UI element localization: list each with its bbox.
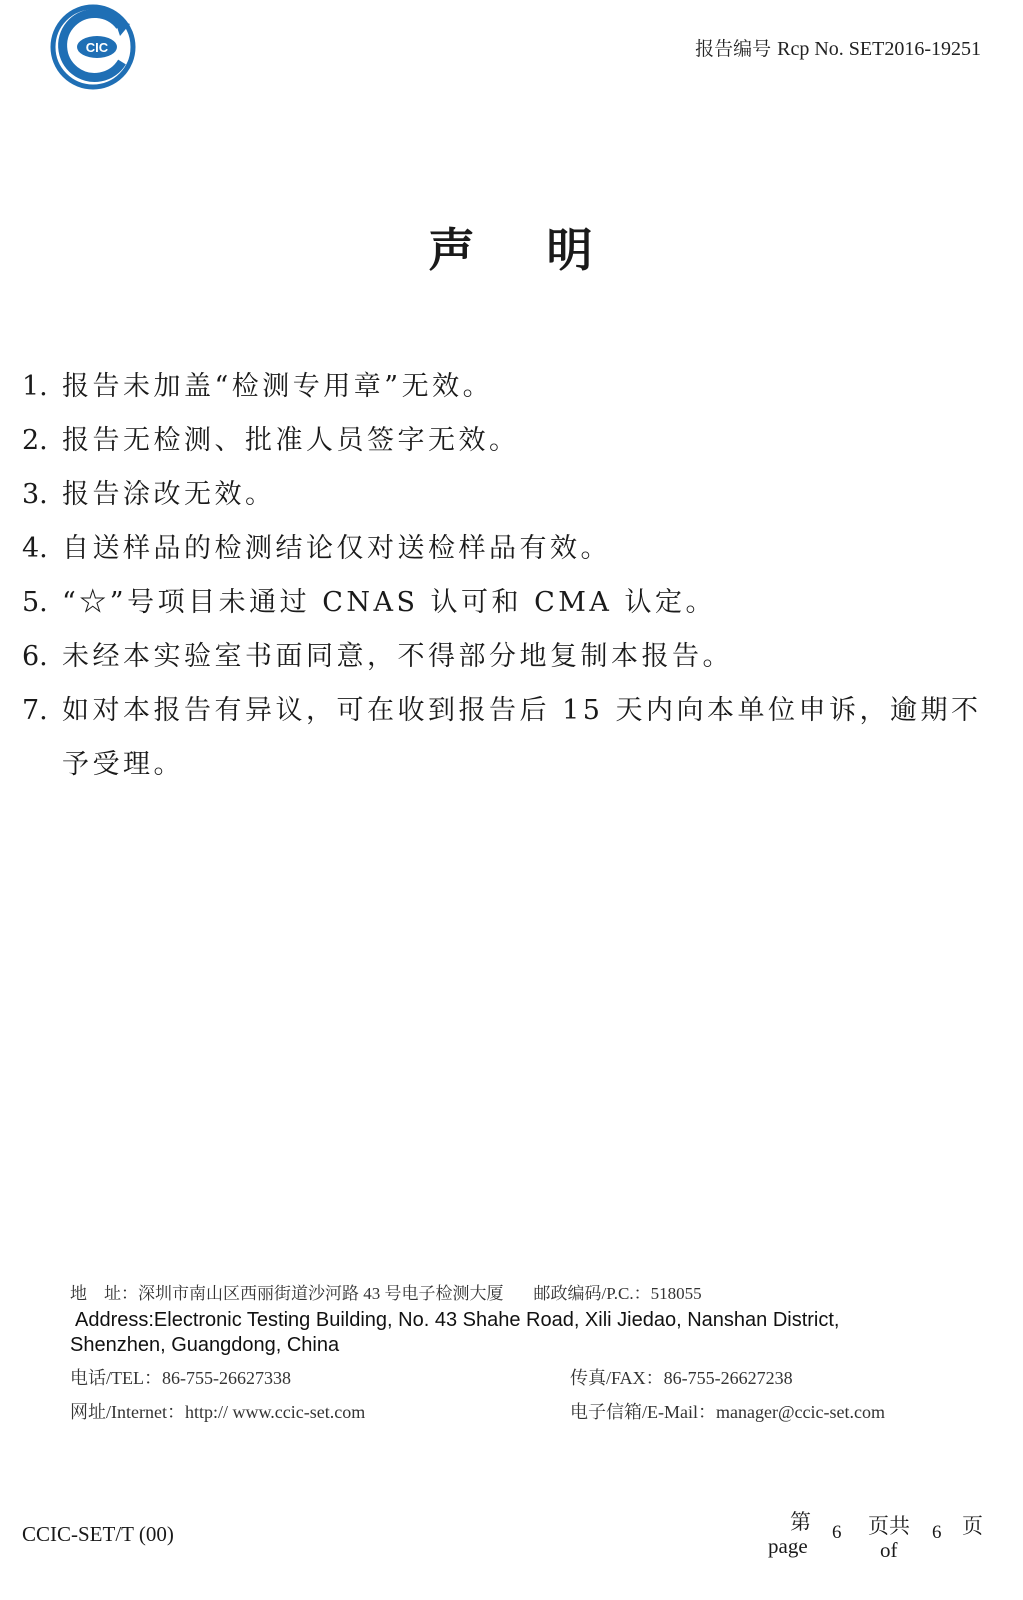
report-number-label: 报告编号 — [695, 38, 778, 60]
address-en-line-2: Shenzhen, Guangdong, China — [70, 1334, 340, 1356]
address-en-line-1: Address:Electronic Testing Building, No. 43 Shahe Road, Xili Jiedao, Nanshan District, — [75, 1309, 840, 1331]
telephone: 电话/TEL：86-755-26627338 — [70, 1368, 291, 1388]
title-char-2: 明 — [546, 223, 595, 277]
logo-text: CIC — [85, 40, 109, 55]
statement-item: 6. 未经本实验室书面同意，不得部分地复制本报告。 — [22, 641, 733, 672]
ccic-logo — [50, 4, 136, 90]
statement-list — [22, 360, 982, 792]
statement-item: 1. 报告未加盖“检测专用章”无效。 — [22, 371, 494, 402]
document-code: CCIC-SET/T (00) — [22, 1522, 174, 1546]
statement-item: 2. 报告无检测、批准人员签字无效。 — [22, 425, 520, 456]
statement-item: 7. 如对本报告有异议，可在收到报告后 15 天内向本单位申诉，逾期不予受理。 — [22, 695, 982, 780]
website-link[interactable]: 网址/Internet：http:// www.ccic-set.com — [70, 1402, 366, 1422]
page-of: of — [880, 1538, 898, 1562]
page-title — [0, 214, 1023, 280]
statement-item: 5. “☆”号项目未通过 CNAS 认可和 CMA 认定。 — [22, 587, 717, 618]
statement-item: 3. 报告涂改无效。 — [22, 479, 276, 510]
report-number-value: Rcp No. SET2016-19251 — [777, 38, 981, 60]
email-link[interactable]: 电子信箱/E-Mail：manager@ccic-set.com — [570, 1402, 885, 1422]
total-pages: 6 — [932, 1522, 942, 1543]
title-char-1: 声 — [428, 223, 477, 277]
page-word: page — [768, 1534, 808, 1558]
page-ye: 页 — [962, 1514, 983, 1538]
page-indicator — [760, 1506, 1000, 1566]
statement-item: 4. 自送样品的检测结论仅对送检样品有效。 — [22, 533, 611, 564]
report-number — [695, 34, 981, 61]
current-page: 6 — [832, 1522, 842, 1543]
footer-contact — [70, 1279, 970, 1424]
page-ye-gong: 页共 — [868, 1514, 910, 1538]
address-cn: 地 址：深圳市南山区西丽街道沙河路 43 号电子检测大厦 — [70, 1284, 504, 1303]
postcode: 邮政编码/P.C.：518055 — [533, 1284, 702, 1303]
page-di: 第 — [790, 1510, 811, 1534]
fax: 传真/FAX：86-755-26627238 — [570, 1368, 793, 1388]
